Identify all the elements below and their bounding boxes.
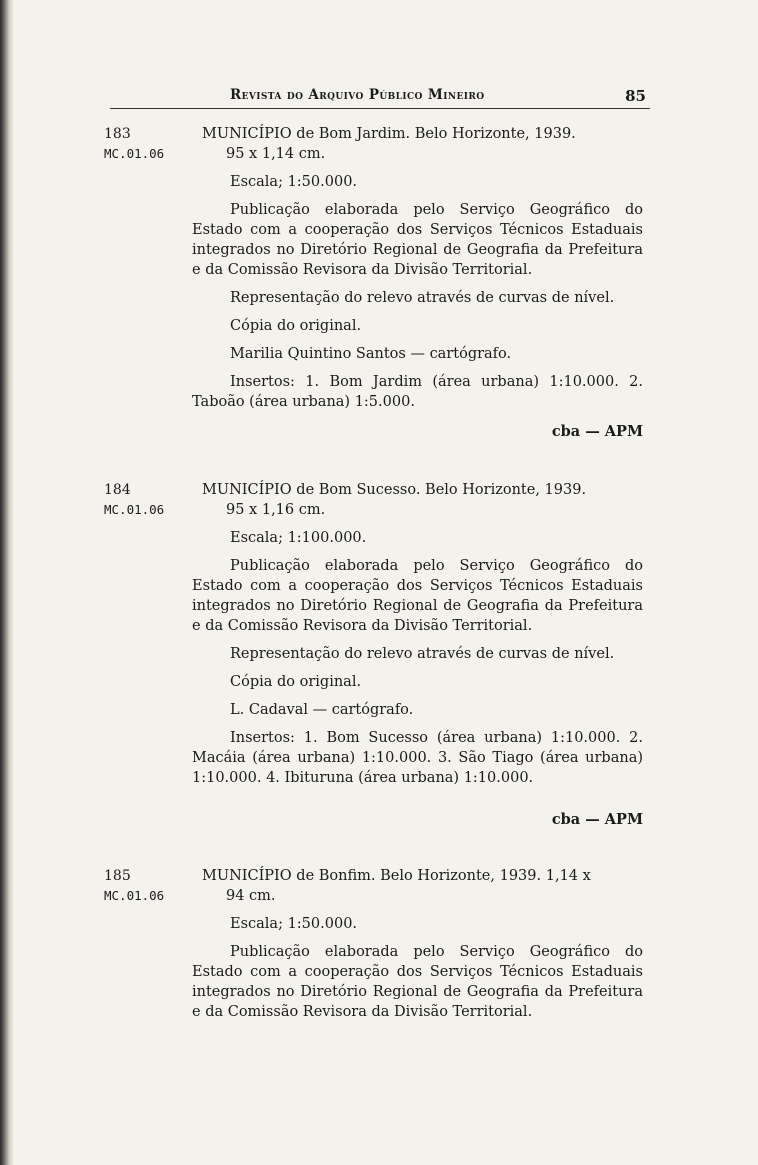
entry-identifier: [104, 480, 164, 520]
entry-dimensions: 95 x 1,14 cm.: [226, 146, 326, 162]
entry-scale: Escala; 1:50.000.: [230, 916, 358, 932]
entry-dimensions: 94 cm.: [226, 888, 276, 904]
entry-inserts: Insertos: 1. Bom Sucesso (área urbana) 1:10.000. 2. Macáia (área urbana) 1:10.000. 3. São Tiago (área urbana) 1:10.000. 4. Ibituruna (área urbana) 1:10.000.: [192, 730, 643, 786]
page-number: 85: [625, 87, 646, 105]
entry-credit: cba — APM: [551, 811, 643, 828]
running-header: [110, 84, 650, 109]
entry-identifier: [104, 866, 164, 906]
entry-inserts: Insertos: 1. Bom Jardim (área urbana) 1:10.000. 2. Taboão (área urbana) 1:5.000.: [192, 374, 643, 410]
entry-copy: Cópia do original.: [230, 318, 362, 334]
entry-publication: Publicação elaborada pelo Serviço Geográfico do Estado com a cooperação dos Serviços Técnicos Estaduais integrados no Diretório Regional de Geografia da Prefeitura e da Comissão Revisora da Divisão Territorial.: [192, 944, 643, 1020]
entry-scale: Escala; 1:50.000.: [230, 174, 358, 190]
entry-publication: Publicação elaborada pelo Serviço Geográfico do Estado com a cooperação dos Serviços Técnicos Estaduais integrados no Diretório Regional de Geografia da Prefeitura e da Comissão Revisora da Divisão Territorial.: [192, 202, 643, 278]
entry-number: 183: [104, 126, 131, 142]
entry-number: 184: [104, 482, 131, 498]
entry-identifier: [104, 124, 164, 164]
entry-title: MUNICÍPIO de Bonfim. Belo Horizonte, 1939. 1,14 x: [202, 868, 591, 884]
entry-dimensions: 95 x 1,16 cm.: [226, 502, 326, 518]
entry-copy: Cópia do original.: [230, 674, 362, 690]
entry-publication: Publicação elaborada pelo Serviço Geográfico do Estado com a cooperação dos Serviços Técnicos Estaduais integrados no Diretório Regional de Geografia da Prefeitura e da Comissão Revisora da Divisão Territorial.: [192, 558, 643, 634]
running-title: Revista do Arquivo Público Mineiro: [230, 87, 485, 103]
entry-relief: Representação do relevo através de curvas de nível.: [230, 290, 615, 306]
entry-code: MC.01.06: [104, 502, 165, 517]
entry-cartographer: L. Cadaval — cartógrafo.: [230, 702, 414, 718]
entry-number: 185: [104, 868, 131, 884]
entry-scale: Escala; 1:100.000.: [230, 530, 367, 546]
page-binding-edge: [0, 0, 14, 1165]
entry-title: MUNICÍPIO de Bom Jardim. Belo Horizonte, 1939.: [202, 126, 576, 142]
entry-code: MC.01.06: [104, 888, 165, 903]
entry-body: [192, 866, 643, 1022]
entry-cartographer: Marilia Quintino Santos — cartógrafo.: [230, 346, 512, 362]
entry-body: [192, 124, 643, 442]
entry-title: MUNICÍPIO de Bom Sucesso. Belo Horizonte, 1939.: [202, 482, 587, 498]
entry-body: [192, 480, 643, 830]
entry-credit: cba — APM: [551, 423, 643, 440]
entry-code: MC.01.06: [104, 146, 165, 161]
entry-relief: Representação do relevo através de curvas de nível.: [230, 646, 615, 662]
